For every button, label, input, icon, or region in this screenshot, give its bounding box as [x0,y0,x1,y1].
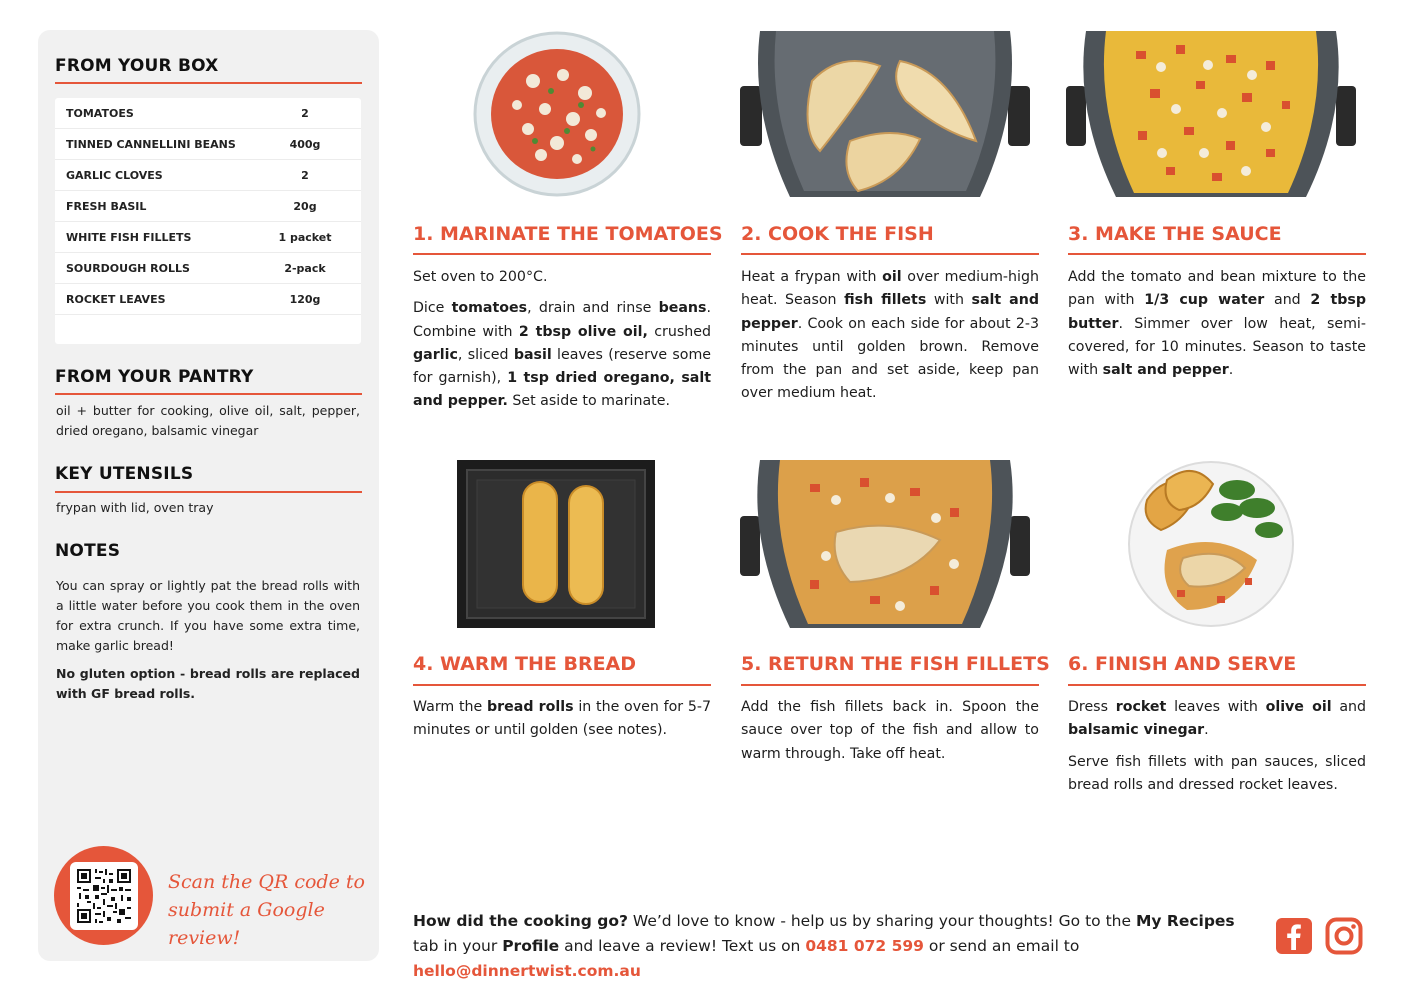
emphasis-text: 2 tbsp butter [1068,292,1366,332]
text-run: crushed [647,323,711,340]
ingredient-qty: 2-pack [284,261,326,275]
contact-link[interactable]: hello@dinnertwist.com.au [413,962,641,980]
emphasis-text: My Recipes [1135,912,1235,930]
notes-text: You can spray or lightly pat the bread rolls with a little water before you cook them in the oven for extra crunch. If you have some extra time, make garlic bread! [56,578,360,653]
make-sauce-photo [1066,31,1356,197]
step-body [413,266,711,422]
step-title: 5. RETURN THE FISH FILLETS [741,653,1050,675]
text-run: or send an email to [923,937,1080,955]
text-run: Dress [1068,699,1116,715]
ingredient-qty: 1 packet [278,230,332,244]
utensils-heading: KEY UTENSILS [55,464,194,484]
utensils-text: frypan with lid, oven tray [56,500,214,515]
divider [1068,253,1366,255]
text-run: . Cook on each side for about 2-3 minutes until golden brown. Remove from the pan and set aside, keep pan over medium heat. [741,315,1039,402]
ingredient-row [55,222,361,253]
text-run: , drain and rinse [527,300,659,317]
emphasis-text: fish fillets [844,292,927,309]
text-run: . [1228,362,1234,379]
emphasis-text: rocket [1115,699,1167,715]
step-paragraph [741,266,1039,406]
step-body [1068,266,1366,390]
ingredient-name: GARLIC CLOVES [66,168,163,182]
emphasis-text: salt and pepper [1102,362,1229,379]
contact-link[interactable]: 0481 072 599 [805,937,924,955]
ingredient-row [55,284,361,315]
step-body [1068,696,1366,805]
emphasis-text: basil [513,346,552,363]
emphasis-text: oil [882,269,902,285]
ingredient-row [55,129,361,160]
emphasis-text: 2 tbsp olive oil, [518,323,648,340]
step-paragraph [741,696,1039,766]
text-run: . Combine with [413,300,711,340]
emphasis-text: 1 tsp dried oregano, salt and pepper. [413,370,711,410]
step-title: 2. COOK THE FISH [741,223,934,245]
ingredient-name: FRESH BASIL [66,199,147,213]
divider [55,82,362,84]
text-run: leaves (reserve some for garnish), [413,346,711,387]
text-run: . Simmer over low heat, semi-covered, for 10 minutes. Season to taste with [1068,315,1366,379]
emphasis-text: How did the cooking go? [413,912,628,930]
step-body [741,696,1039,774]
pantry-text: oil + butter for cooking, olive oil, salt, pepper, dried oregano, balsamic vinegar [56,403,360,438]
step-paragraph [413,696,711,743]
review-footer [413,909,1263,984]
step-paragraph [1068,696,1366,743]
text-run: Dice [413,300,452,317]
ingredient-row [55,98,361,129]
text-run: and [1331,699,1367,715]
return-fish-photo [740,460,1030,628]
step-title: 1. MARINATE THE TOMATOES [413,223,723,245]
ingredient-row [55,253,361,284]
text-run: Add the tomato and bean mixture to the pan with [1068,269,1366,309]
text-run: in the oven for 5-7 minutes or until golden (see notes). [413,699,711,739]
emphasis-text: balsamic vinegar [1068,722,1205,739]
notes-heading: NOTES [55,541,121,561]
emphasis-text: bread rolls [487,699,574,715]
text-run: with [926,292,972,309]
step-body [741,266,1039,414]
text-run: tab in your [413,937,503,955]
text-run: and leave a review! Text us on [559,937,806,955]
ingredient-qty: 20g [293,199,317,213]
emphasis-text: salt and pepper [741,292,1040,332]
qr-caption [168,868,368,952]
sidebar [38,30,379,961]
step-paragraph [1068,751,1366,798]
ingredient-qty: 2 [301,106,309,120]
text-run: over medium-high heat. Season [741,269,1039,309]
step-paragraph [1068,266,1366,382]
step-paragraph [413,266,711,289]
divider [413,684,711,686]
text-run: We’d love to know - help us by sharing your thoughts! Go to the [627,912,1136,930]
emphasis-text: beans [658,300,707,317]
step-body [413,696,711,751]
text-run: Heat a frypan with [741,269,883,285]
warm-bread-photo [457,460,655,628]
emphasis-text: 1/3 cup water [1144,292,1265,309]
emphasis-text: olive oil [1265,699,1332,715]
text-run: leaves with [1166,699,1266,715]
text-run: Set aside to marinate. [507,393,670,410]
divider [741,253,1039,255]
text-run: and [1264,292,1311,309]
emphasis-text: tomatoes [451,300,528,317]
instagram-icon[interactable] [1325,917,1363,955]
text-run: Warm the [413,699,487,715]
qr-code-badge[interactable] [54,846,153,945]
box-heading: FROM YOUR BOX [55,56,219,76]
ingredient-name: ROCKET LEAVES [66,292,166,306]
ingredient-row [55,191,361,222]
facebook-icon[interactable] [1275,917,1313,955]
ingredient-name: SOURDOUGH ROLLS [66,261,190,275]
qr-code-icon[interactable] [70,862,138,930]
ingredient-qty: 400g [289,137,321,151]
ingredient-qty: 2 [301,168,309,182]
step-title: 6. FINISH AND SERVE [1068,653,1297,675]
finish-serve-photo [1127,460,1295,628]
box-ingredients-table [55,98,361,344]
notes-gluten: No gluten option - bread rolls are replaced with GF bread rolls. [56,666,360,701]
ingredient-qty: 120g [289,292,321,306]
divider [741,684,1039,686]
divider [55,491,362,493]
ingredient-name: TOMATOES [66,106,134,120]
step-paragraph [413,297,711,413]
ingredient-row [55,160,361,191]
emphasis-text: Profile [502,937,560,955]
text-run: , sliced [457,346,514,363]
text-run: Set oven to 200°C. [413,269,548,285]
ingredient-name: TINNED CANNELLINI BEANS [66,137,236,151]
emphasis-text: garlic [413,346,458,363]
marinated-tomatoes-photo [473,31,641,197]
cook-fish-photo [740,31,1030,197]
divider [55,393,362,395]
ingredient-name: WHITE FISH FILLETS [66,230,192,244]
text-run: Add the fish fillets back in. Spoon the sauce over top of the fish and allow to warm through. Take off heat. [741,699,1039,762]
divider [1068,684,1366,686]
pantry-heading: FROM YOUR PANTRY [55,367,254,387]
step-title: 4. WARM THE BREAD [413,653,637,675]
qr-caption-line: submit a Google review! [168,899,325,949]
step-title: 3. MAKE THE SAUCE [1068,223,1282,245]
divider [413,253,711,255]
text-run: . [1204,722,1209,739]
qr-caption-line: Scan the QR code to [168,871,365,893]
text-run: Serve fish fillets with pan sauces, sliced bread rolls and dressed rocket leaves. [1068,753,1366,793]
